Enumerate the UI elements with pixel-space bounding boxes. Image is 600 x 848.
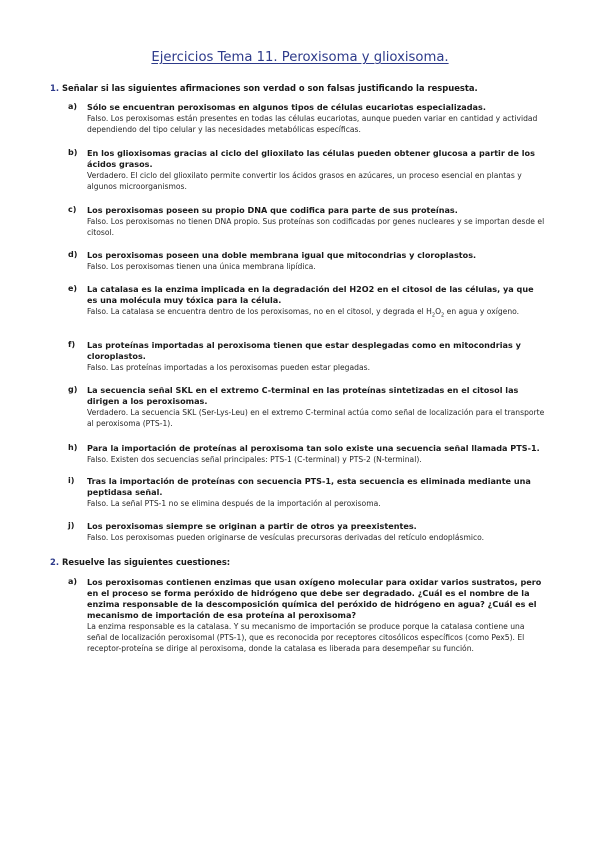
statement-c	[68, 205, 546, 238]
question-a	[68, 577, 546, 654]
section-2-heading-text: Resuelve las siguientes cuestiones:	[61, 557, 231, 567]
statement-g	[68, 385, 546, 429]
item-letter: c)	[68, 205, 77, 214]
item-letter: h)	[68, 443, 78, 452]
statement-answer: Falso. Los peroxisomas tienen una única membrana lipídica.	[87, 262, 316, 271]
item-letter: a)	[68, 577, 78, 586]
answer-text-end: en agua y oxígeno.	[444, 307, 520, 316]
statement-text: Los peroxisomas siempre se originan a partir de otros ya preexistentes.	[87, 521, 417, 531]
statement-d	[68, 250, 546, 272]
statement-text: En los glioxisomas gracias al ciclo del glioxilato las células pueden obtener glucosa a partir de los ácidos grasos.	[87, 148, 535, 169]
item-letter: a)	[68, 102, 78, 111]
answer-text-mid: O	[435, 307, 442, 316]
item-letter: d)	[68, 250, 78, 259]
item-letter: b)	[68, 148, 78, 157]
statement-text: Los peroxisomas poseen una doble membrana igual que mitocondrias y cloroplastos.	[87, 250, 477, 260]
statement-text: Las proteínas importadas al peroxisoma tienen que estar desplegadas como en mitocondrias y cloroplastos.	[87, 340, 521, 361]
statement-answer: Falso. Los peroxisomas pueden originarse de vesículas precursoras derivadas del retículo endoplásmico.	[87, 533, 485, 542]
statement-answer: Verdadero. La secuencia SKL (Ser-Lys-Leu) en el extremo C-terminal actúa como señal de localización para el transporte al peroxisoma (PTS-1).	[87, 408, 545, 428]
section-2-number: 2.	[50, 557, 60, 567]
statement-answer: Verdadero. El ciclo del glioxilato permite convertir los ácidos grasos en azúcares, un proceso esencial en plantas y algunos microorganismos.	[87, 171, 522, 191]
section-1-number: 1.	[50, 83, 60, 93]
statement-h	[68, 443, 546, 465]
item-letter: j)	[68, 521, 75, 530]
statement-answer: Falso. Las proteínas importadas a los peroxisomas pueden estar plegadas.	[87, 363, 370, 372]
question-answer: La enzima responsable es la catalasa. Y su mecanismo de importación se produce porque la catalasa contiene una señal de localización peroxisomal (PTS-1), que es reconocida por receptores citosólicos específicos (como Pex5). El receptor-proteína se dirige al peroxisoma, donde la catalasa es liberada para desempeñar su función.	[87, 622, 525, 653]
statement-answer: Falso. La señal PTS-1 no se elimina después de la importación al peroxisoma.	[87, 499, 381, 508]
statement-answer: Falso. Existen dos secuencias señal principales: PTS-1 (C-terminal) y PTS-2 (N-terminal).	[87, 455, 422, 464]
statement-text: La catalasa es la enzima implicada en la degradación del H2O2 en el citosol de las células, ya que es una molécula muy tóxica para la célula.	[87, 284, 534, 305]
section-1-heading	[50, 83, 478, 93]
statement-j	[68, 521, 546, 543]
subscript: 2	[441, 312, 445, 319]
statement-text: Los peroxisomas poseen su propio DNA que codifica para parte de sus proteínas.	[87, 205, 458, 215]
statement-text: Tras la importación de proteínas con secuencia PTS-1, esta secuencia es eliminada mediante una peptidasa señal.	[87, 476, 531, 497]
statement-a	[68, 102, 546, 135]
statement-text: Para la importación de proteínas al peroxisoma tan solo existe una secuencia señal llamada PTS-1.	[87, 443, 540, 453]
question-text: Los peroxisomas contienen enzimas que usan oxígeno molecular para oxidar varios sustratos, pero en el proceso se forma peróxido de hidrógeno que debe ser degradado. ¿Cuál es el nombre de la enzima responsable de la descomposición química del peróxido de hidrógeno en agua? ¿Cuál es el mecanismo de importación de esa proteína al peroxisoma?	[87, 577, 542, 620]
statement-text: Sólo se encuentran peroxisomas en algunos tipos de células eucariotas especializadas.	[87, 102, 486, 112]
statement-e	[68, 284, 546, 322]
item-letter: i)	[68, 476, 75, 485]
statement-answer	[87, 306, 546, 322]
item-letter: e)	[68, 284, 78, 293]
section-1-heading-text: Señalar si las siguientes afirmaciones son verdad o son falsas justificando la respuesta.	[61, 83, 478, 93]
statement-f	[68, 340, 546, 373]
statement-b	[68, 148, 546, 192]
subscript: 2	[431, 312, 436, 319]
document-title: Ejercicios Tema 11. Peroxisoma y glioxisoma.	[151, 50, 449, 65]
item-letter: g)	[68, 385, 78, 394]
statement-text: La secuencia señal SKL en el extremo C-terminal en las proteínas sintetizadas en el citosol las dirigen a los peroxisomas.	[87, 385, 519, 406]
statement-answer: Falso. Los peroxisomas están presentes en todas las células eucariotas, aunque pueden variar en cantidad y actividad dependiendo del tipo celular y las necesidades metabólicas específicas.	[87, 114, 538, 134]
answer-text-start: Falso. La catalasa se encuentra dentro de los peroxisomas, no en el citosol, y degrada el H	[87, 307, 432, 316]
statement-answer: Falso. Los peroxisomas no tienen DNA propio. Sus proteínas son codificadas por genes nucleares y se importan desde el citosol.	[87, 217, 545, 237]
section-2-heading	[50, 557, 230, 567]
item-letter: f)	[68, 340, 76, 349]
statement-i	[68, 476, 546, 509]
